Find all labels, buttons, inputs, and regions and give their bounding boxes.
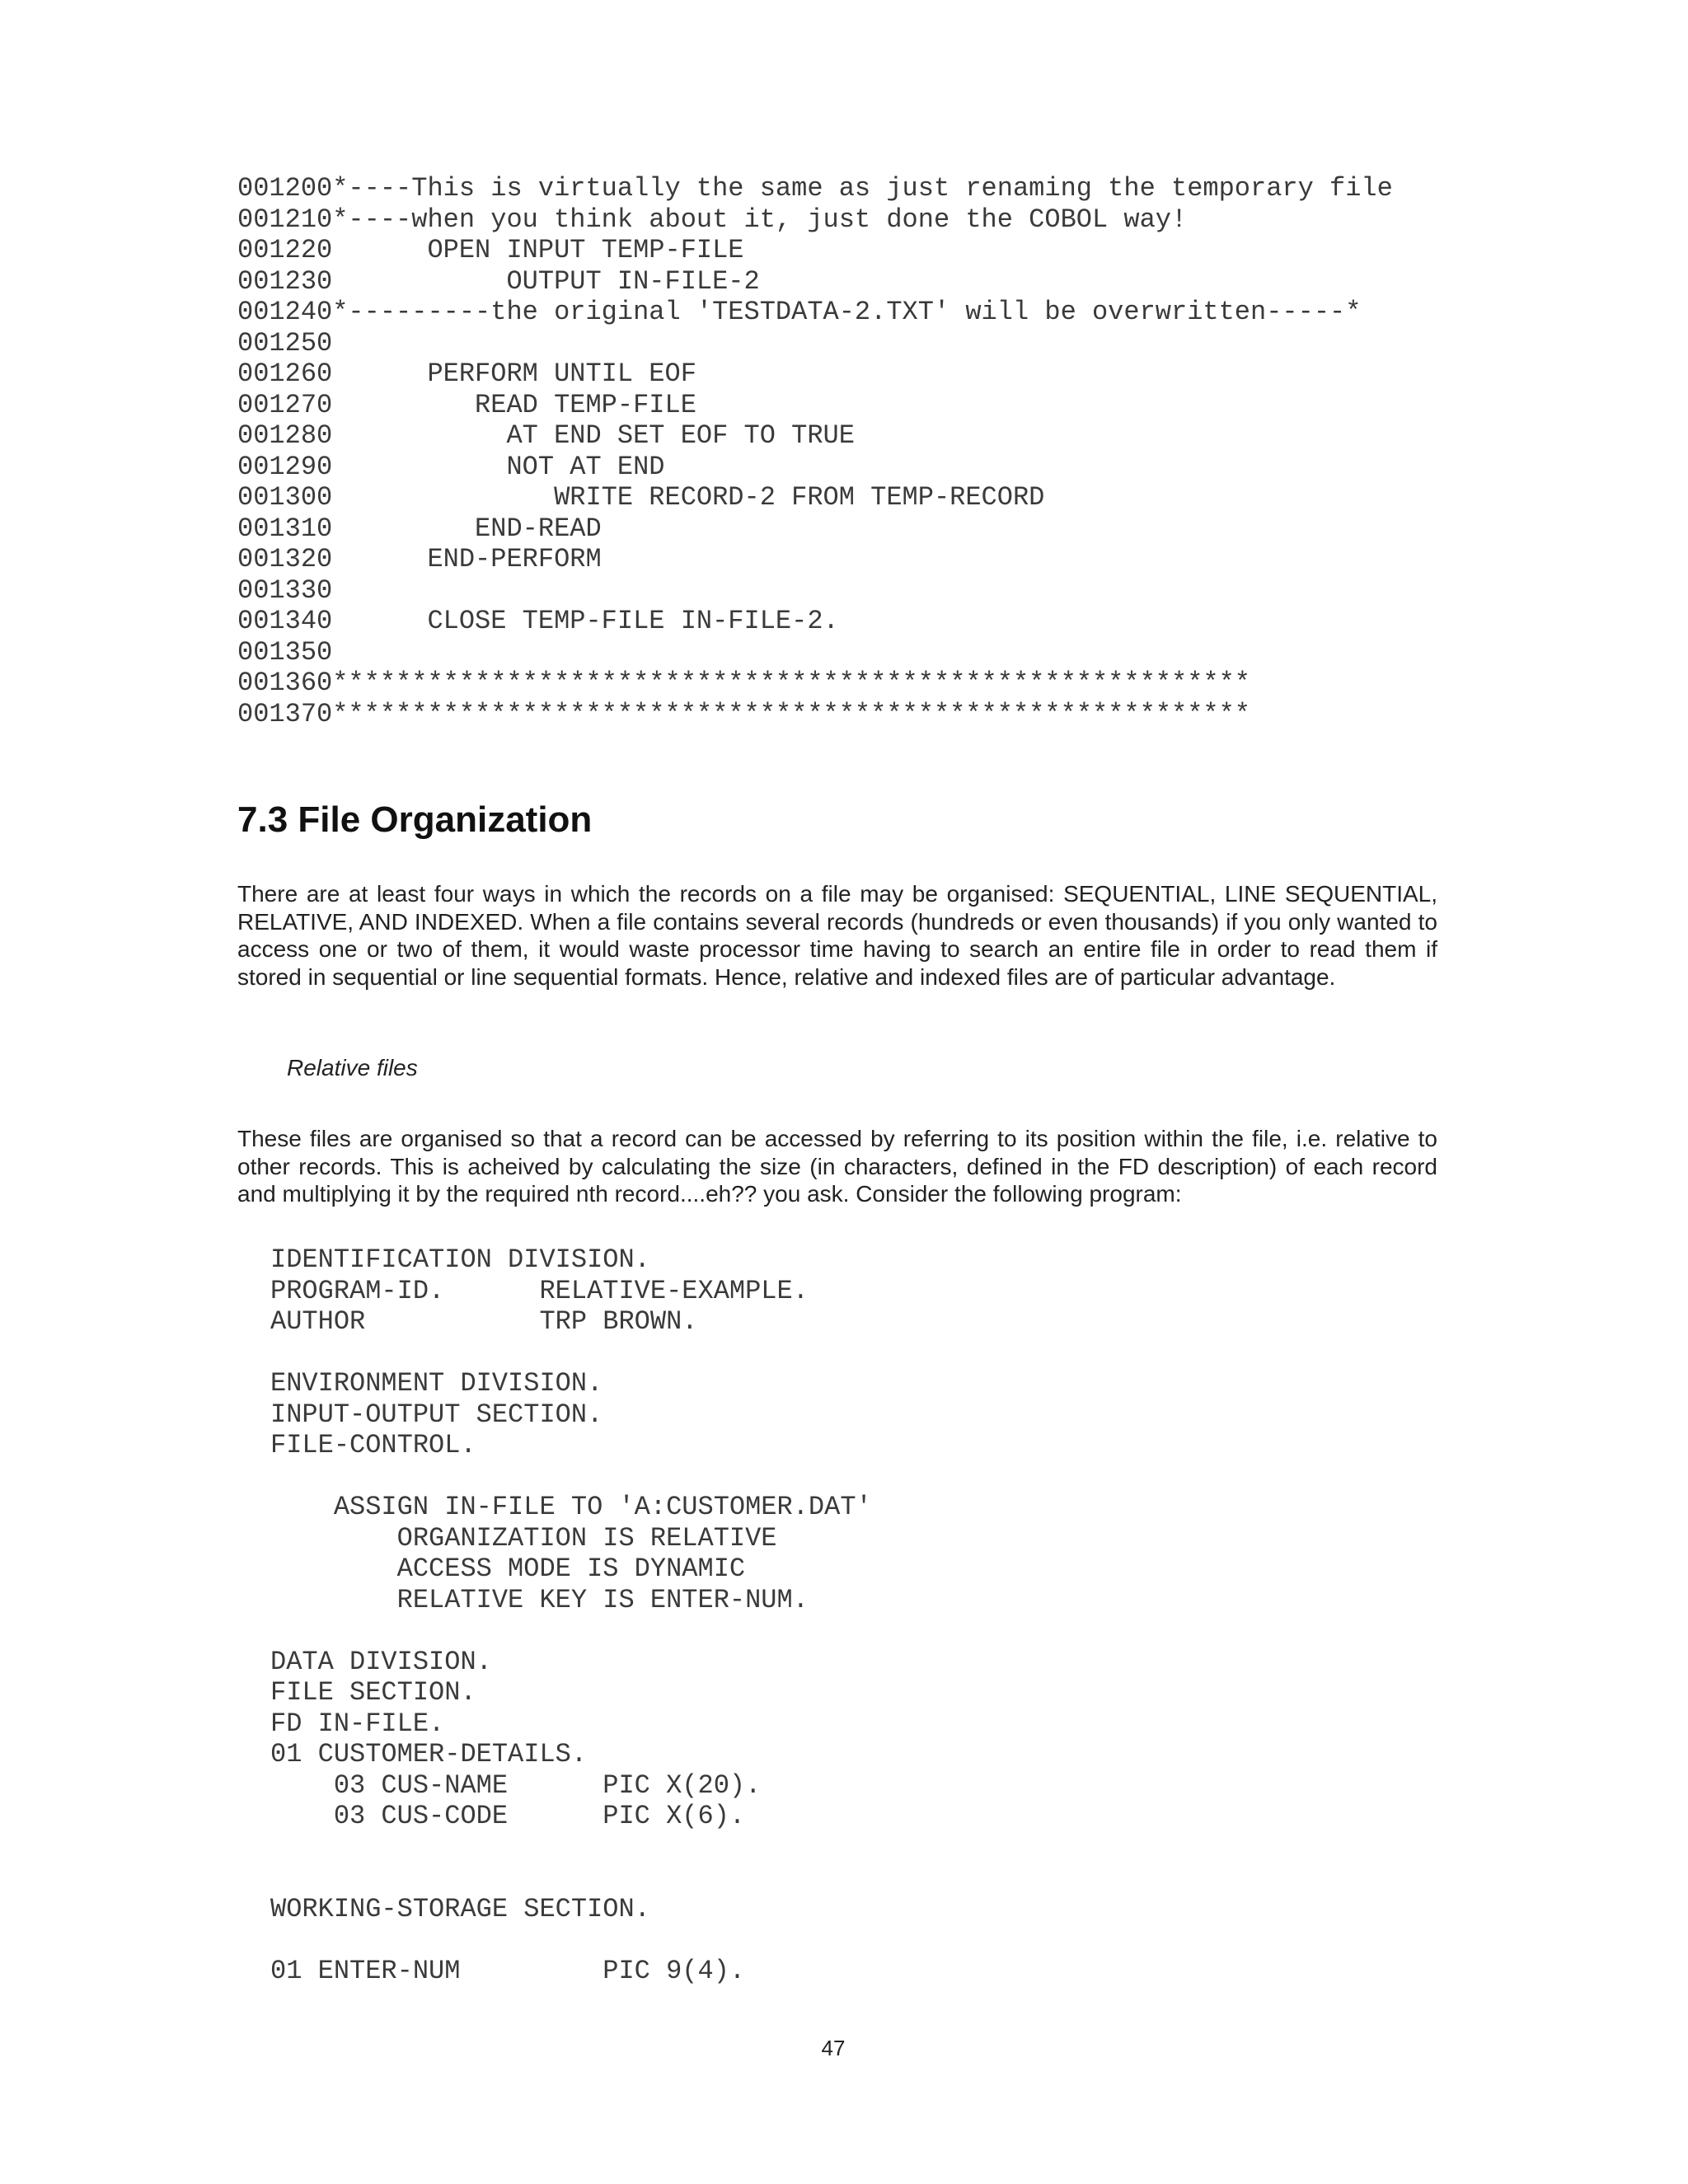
code-line [270, 1338, 1465, 1369]
code-line: 001330 [237, 574, 333, 606]
subheading-relative-files: Relative files [287, 1055, 418, 1080]
code-line: 03 CUS-CODE PIC X(6). [270, 1801, 746, 1831]
paragraph-file-organization: There are at least four ways in which the records on a file may be organised: SEQUENTIAL, LINE SEQUENTIAL, RELATIVE, AND INDEXED. When a file contains several records (hundreds or even thousands) if you only wanted to access one or two of them, it would waste processor time having to search an entire file in order to read them if stored in sequential or line sequential formats. Hence, relative and indexed files are of particular advantage. [237, 881, 1437, 990]
code-line: 001240*---------the original 'TESTDATA-2.TXT' will be overwritten-----* [237, 297, 1362, 327]
code-line: 001310 END-READ [237, 513, 602, 544]
code-line: RELATIVE KEY IS ENTER-NUM. [270, 1584, 809, 1615]
code-listing-1 [237, 173, 1474, 729]
code-line: ORGANIZATION IS RELATIVE [270, 1522, 777, 1554]
code-line: FILE SECTION. [270, 1677, 476, 1708]
code-line: INPUT-OUTPUT SECTION. [270, 1399, 603, 1430]
code-line: DATA DIVISION. [270, 1646, 492, 1677]
code-line [270, 1615, 1465, 1647]
section-heading: 7.3 File Organization [237, 799, 593, 840]
code-line: 001350 [237, 636, 333, 668]
code-line: 001370********************************************************** [237, 698, 1250, 729]
code-line: 001270 READ TEMP-FILE [237, 389, 696, 420]
code-line [270, 1461, 1465, 1493]
code-line: 001230 OUTPUT IN-FILE-2 [237, 265, 760, 297]
code-line: 01 ENTER-NUM PIC 9(4). [270, 1955, 746, 1986]
code-line: IDENTIFICATION DIVISION. [270, 1244, 650, 1275]
code-line [270, 1863, 1465, 1894]
code-line: 03 CUS-NAME PIC X(20). [270, 1769, 762, 1801]
code-line: FILE-CONTROL. [270, 1430, 476, 1460]
code-line: 01 CUSTOMER-DETAILS. [270, 1739, 588, 1769]
code-line: ASSIGN IN-FILE TO 'A:CUSTOMER.DAT' [270, 1492, 872, 1522]
code-line [270, 1924, 1465, 1956]
code-line: 001260 PERFORM UNTIL EOF [237, 359, 696, 389]
code-line: PROGRAM-ID. RELATIVE-EXAMPLE. [270, 1275, 809, 1306]
code-line: 001250 [237, 327, 333, 359]
code-line: 001300 WRITE RECORD-2 FROM TEMP-RECORD [237, 482, 1045, 513]
code-line: ACCESS MODE IS DYNAMIC [270, 1554, 746, 1584]
code-line: WORKING-STORAGE SECTION. [270, 1893, 650, 1924]
code-line: ENVIRONMENT DIVISION. [270, 1368, 603, 1399]
code-line: 001290 NOT AT END [237, 451, 665, 482]
code-line [270, 1832, 1465, 1863]
code-line: 001200*----This is virtually the same as just renaming the temporary file [237, 173, 1393, 204]
code-line: FD IN-FILE. [270, 1708, 445, 1739]
code-line: 001360********************************************************** [237, 668, 1250, 698]
code-listing-2 [270, 1244, 1465, 1986]
code-line: 001280 AT END SET EOF TO TRUE [237, 420, 855, 451]
page-number: 47 [821, 2036, 846, 2060]
code-line: 001220 OPEN INPUT TEMP-FILE [237, 235, 744, 265]
paragraph-relative-files: These files are organised so that a record can be accessed by referring to its position within the file, i.e. relative to other records. This is acheived by calculating the size (in characters, defined in the FD description) of each record and multiplying it by the required nth record....eh?? you ask. Consider the following program: [237, 1126, 1437, 1207]
code-line: 001320 END-PERFORM [237, 544, 602, 574]
code-line: 001340 CLOSE TEMP-FILE IN-FILE-2. [237, 606, 839, 636]
code-line: 001210*----when you think about it, just done the COBOL way! [237, 204, 1188, 235]
code-line: AUTHOR TRP BROWN. [270, 1306, 698, 1337]
